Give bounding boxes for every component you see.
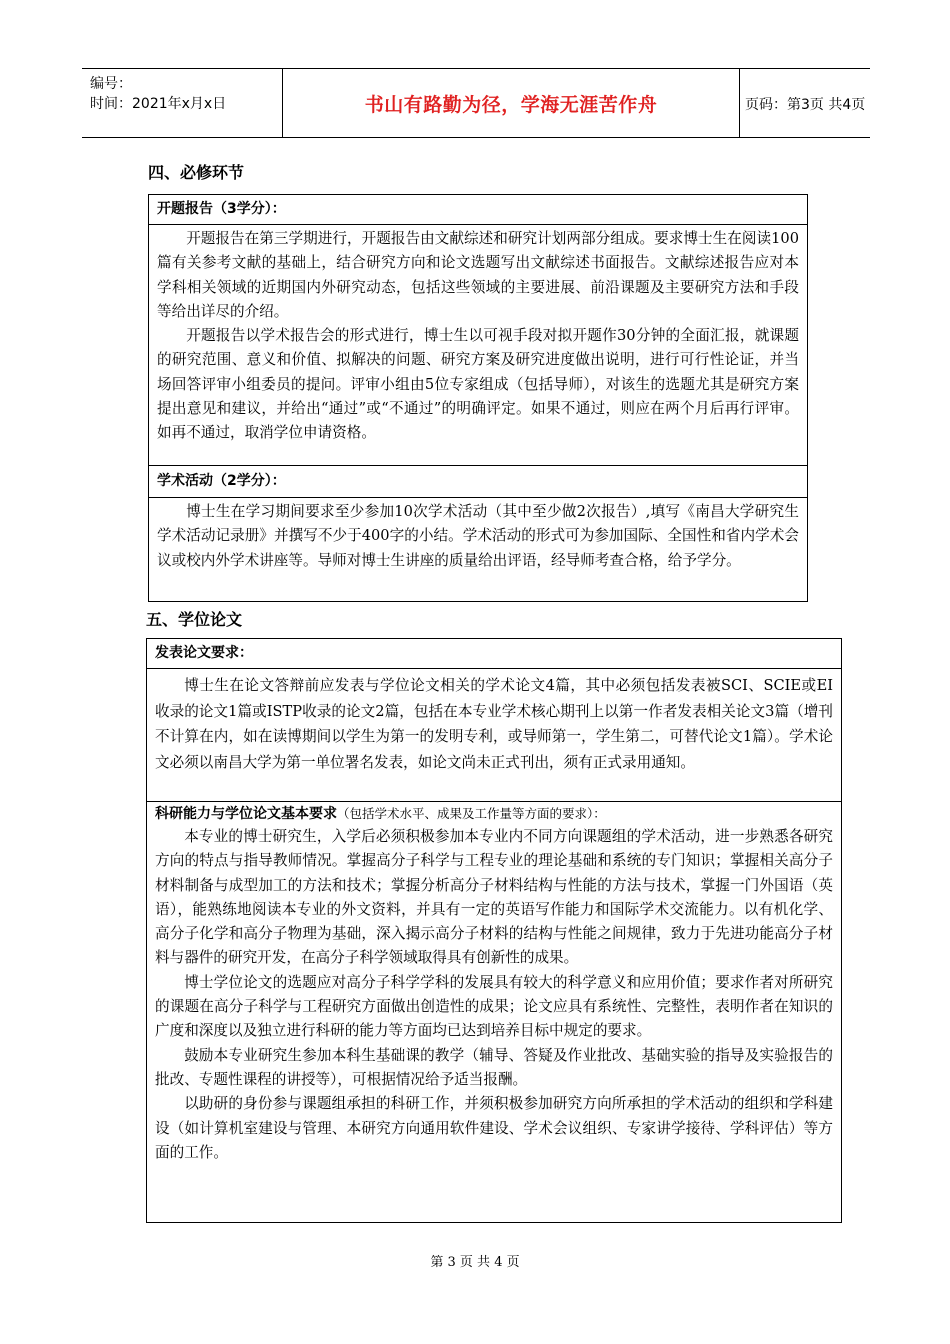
research-requirements-paragraph: 博士学位论文的选题应对高分子科学学科的发展具有较大的科学意义和应用价值；要求作者对所研究的课题在高分子科学与工程研究方面做出创造性的成果；论文应具有系统性、完整性，表明作者在知识的广度和深度以及独立进行科研的能力等方面均已达到培养目标中规定的要求。 bbox=[155, 973, 833, 1040]
header-motto-cell bbox=[282, 69, 740, 137]
document-time-label: 时间：2021年x月x日 bbox=[90, 96, 227, 112]
academic-activity-paragraph: 博士生在学习期间要求至少参加10次学术活动（其中至少做2次报告）,填写《南昌大学研究生学术活动记录册》并撰写不少于400字的小结。学术活动的形式可为参加国际、全国性和省内学术会议或校内外学术讲座等。导师对博士生讲座的质量给出评语，经导师考查合格，给予学分。 bbox=[157, 503, 799, 569]
header-right-cell bbox=[739, 69, 870, 137]
section-title-dissertation: 五、学位论文 bbox=[146, 610, 243, 629]
academic-activity-box bbox=[148, 465, 808, 602]
research-requirements-paragraph: 鼓励本专业研究生参加本科生基础课的教学（辅导、答疑及作业批改、基础实验的指导及实验报告的批改、专题性课程的讲授等），可根据情况给予适当报酬。 bbox=[155, 1046, 833, 1088]
page-header bbox=[82, 68, 870, 138]
opening-report-box bbox=[148, 194, 808, 466]
header-motto: 书山有路勤为径，学海无涯苦作舟 bbox=[364, 94, 658, 116]
header-left-cell bbox=[82, 69, 282, 137]
document-number-label: 编号： bbox=[90, 76, 132, 92]
research-requirements-paragraph: 本专业的博士研究生，入学后必须积极参加本专业内不同方向课题组的学术活动，进一步熟悉各研究方向的特点与指导教师情况。掌握高分子科学与工程专业的理论基础和系统的专门知识；掌握相关高分子材料制备与成型加工的方法和技术；掌握分析高分子材料结构与性能的方法与技术，掌握一门外国语（英语），能熟练地阅读本专业的外文资料，并具有一定的英语写作能力和国际学术交流能力。以有机化学、高分子化学和高分子物理为基础，深入揭示高分子材料的结构与性能之间规律，致力于先进功能高分子材料与器件的研究开发，在高分子科学领域取得具有创新性的成果。 bbox=[155, 828, 833, 967]
research-requirements-heading-row bbox=[147, 802, 841, 825]
opening-report-heading: 开题报告（3学分）： bbox=[149, 195, 807, 225]
publication-requirements-paragraph: 博士生在论文答辩前应发表与学位论文相关的学术论文4篇，其中必须包括发表被SCI、SCIE或EI 收录的论文1篇或ISTP收录的论文2篇，包括在本专业学术核心期刊上以第一作者发表相关论文3篇（增刊不计算在内，如在读博期间以学生为第一的发明专利，或导师第一，学生第二，可替代论文1篇）。学术论文必须以南昌大学为第一单位署名发表，如论文尚未正式刊出，须有正式录用通知。 bbox=[155, 677, 833, 771]
publication-requirements-heading: 发表论文要求： bbox=[147, 639, 841, 669]
academic-activity-heading: 学术活动（2学分）： bbox=[149, 466, 807, 498]
research-requirements-heading: 科研能力与学位论文基本要求 bbox=[155, 806, 337, 822]
opening-report-paragraph: 开题报告以学术报告会的形式进行，博士生以可视手段对拟开题作30分钟的全面汇报，就课题的研究范围、意义和价值、拟解决的问题、研究方案及研究进度做出说明，进行可行性论证，并当场回答评审小组委员的提问。评审小组由5位专家组成（包括导师），对该生的选题尤其是研究方案提出意见和建议，并给出“通过”或“不通过”的明确评定。如果不通过，则应在两个月后再行评审。如再不通过，取消学位申请资格。 bbox=[157, 327, 799, 442]
research-requirements-box bbox=[146, 801, 842, 1223]
opening-report-paragraph: 开题报告在第三学期进行，开题报告由文献综述和研究计划两部分组成。要求博士生在阅读100篇有关参考文献的基础上，结合研究方向和论文选题写出文献综述书面报告。文献综述报告应对本学科相关领域的近期国内外研究动态，包括这些领域的主要进展、前沿课题及主要研究方法和手段等给出详尽的介绍。 bbox=[157, 230, 799, 320]
publication-requirements-box bbox=[146, 638, 842, 802]
section-title-required-links: 四、必修环节 bbox=[148, 163, 245, 182]
research-requirements-heading-note: （包括学术水平、成果及工作量等方面的要求）： bbox=[337, 806, 606, 821]
page-footer: 第 3 页 共 4 页 bbox=[430, 1255, 520, 1270]
research-requirements-paragraph: 以助研的身份参与课题组承担的科研工作，并须积极参加研究方向所承担的学术活动的组织和学科建设（如计算机室建设与管理、本研究方向通用软件建设、学术会议组织、专家讲学接待、学科评估）等方面的工作。 bbox=[155, 1095, 833, 1161]
header-page-label: 页码：第3页 共4页 bbox=[745, 97, 866, 113]
